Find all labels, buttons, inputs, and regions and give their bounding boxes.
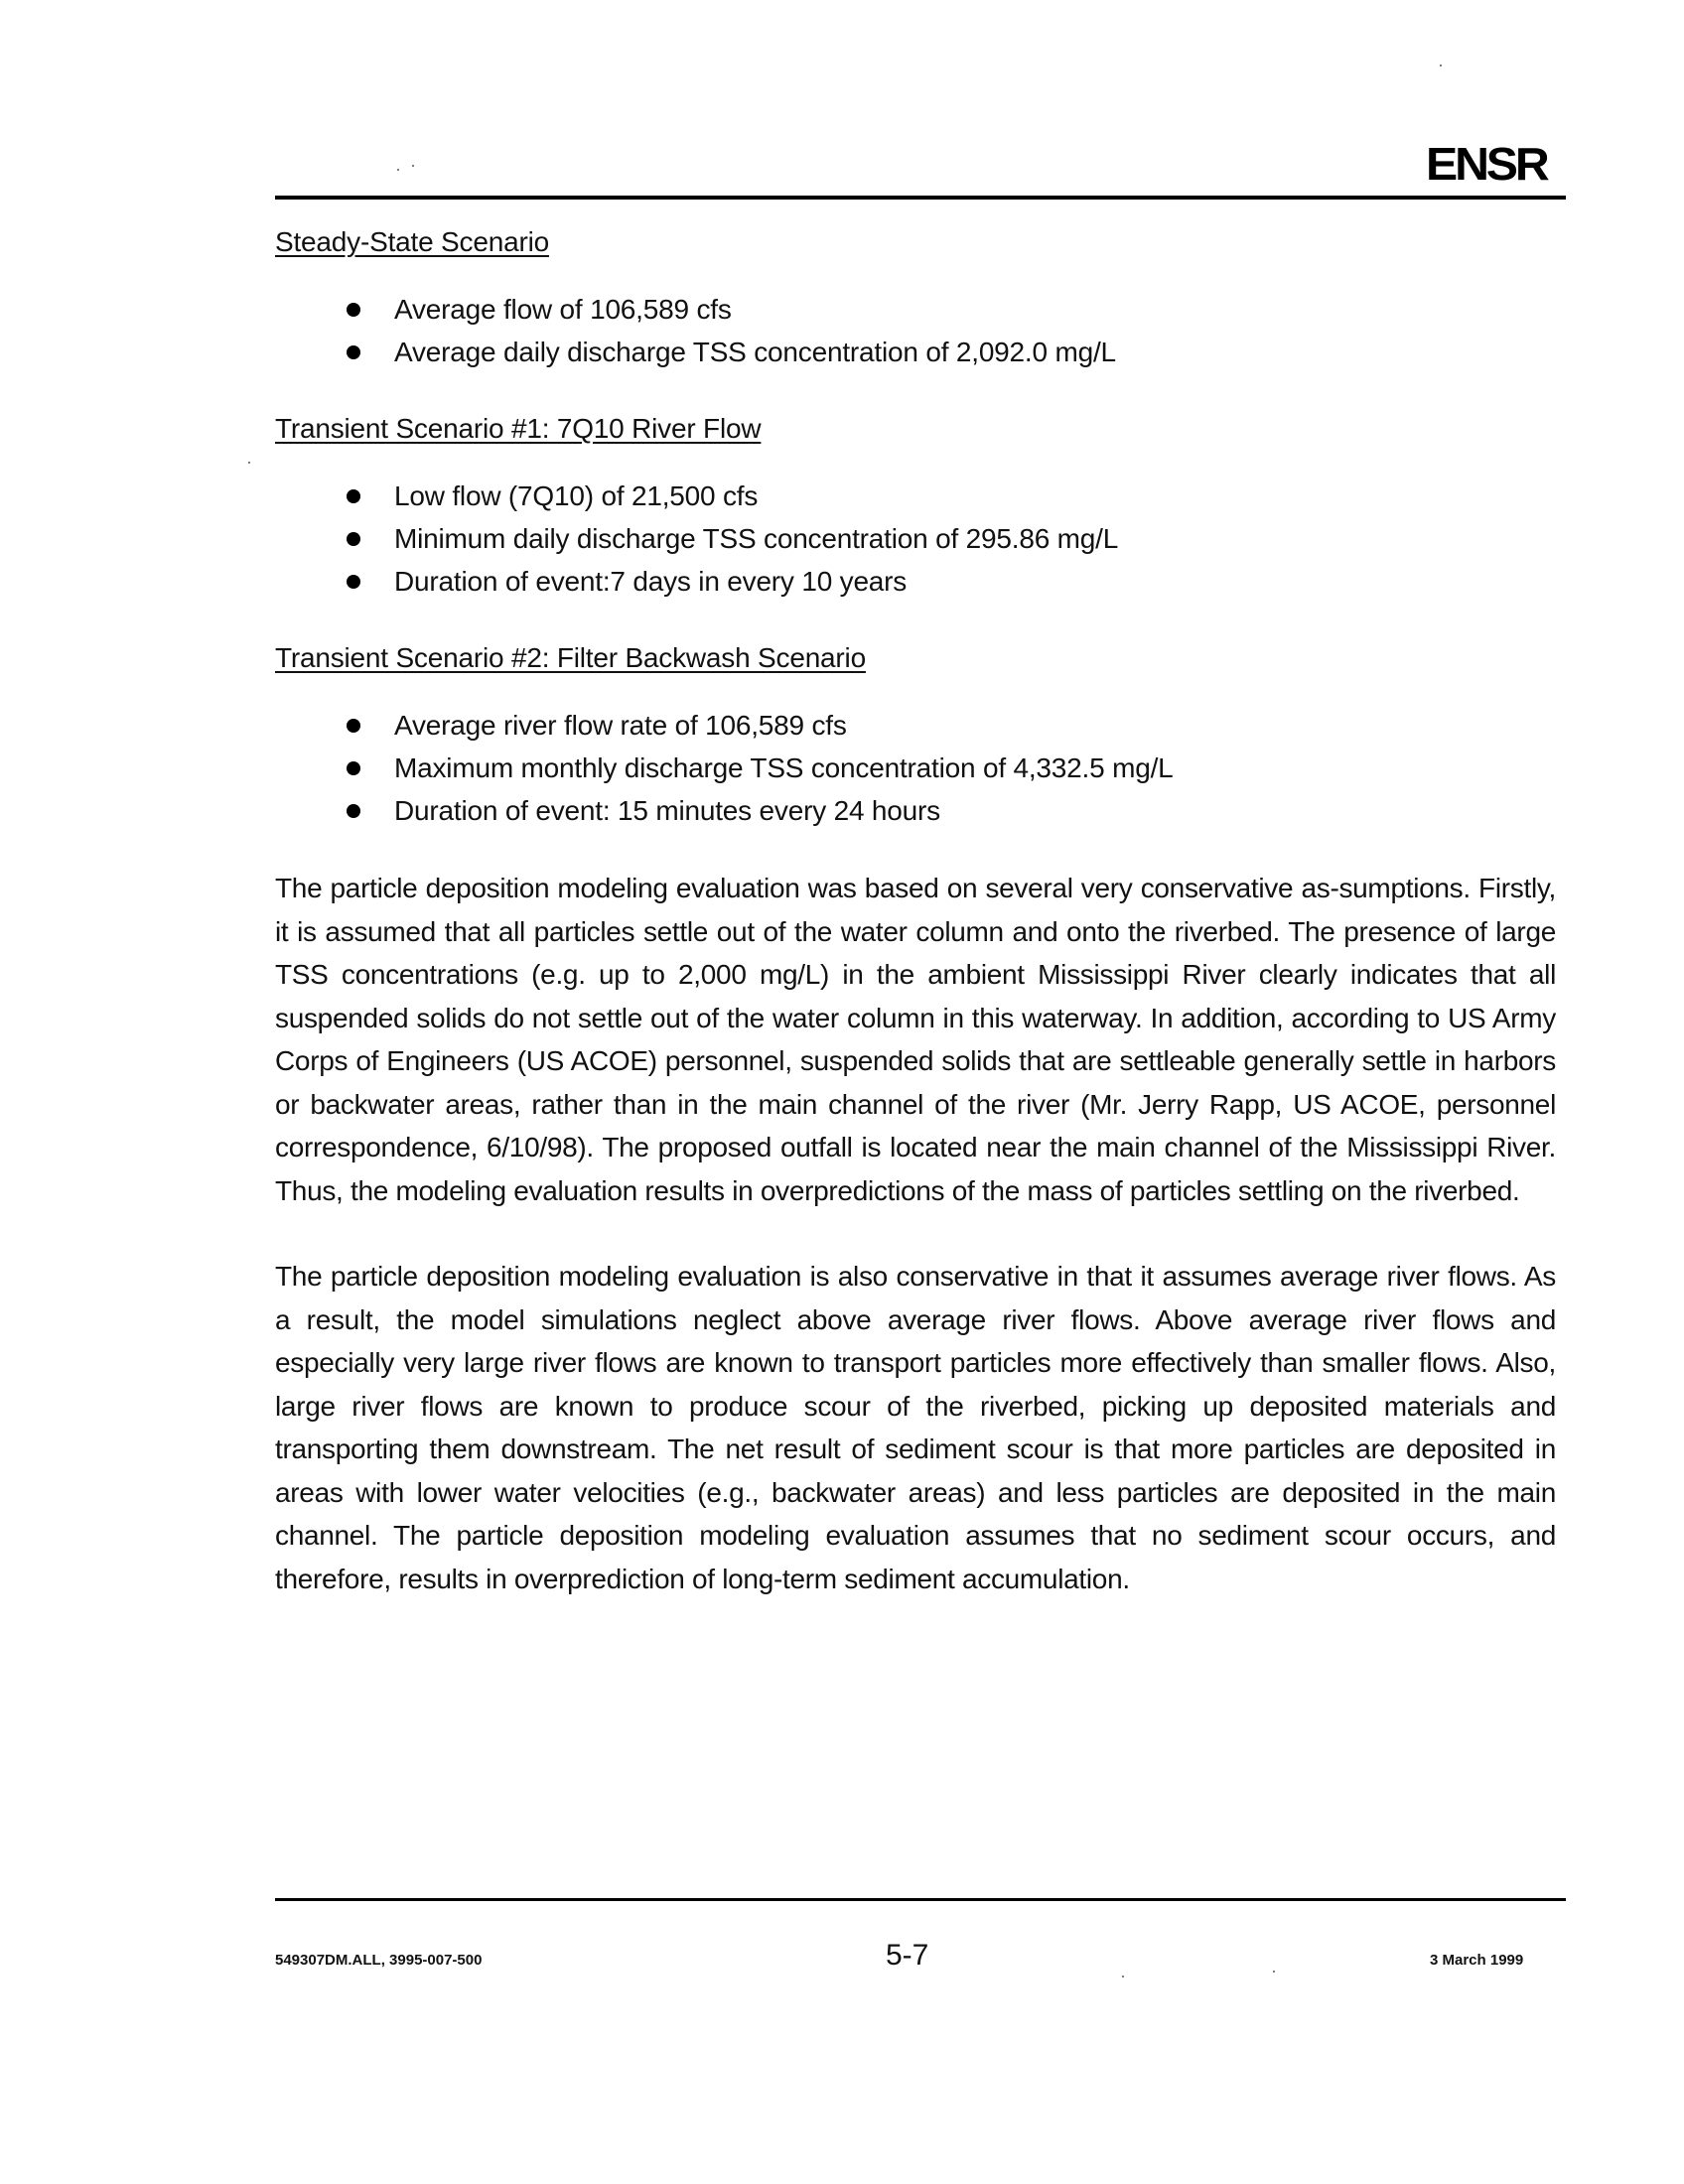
bullet-icon	[347, 345, 360, 359]
scan-speck	[248, 462, 250, 464]
scan-speck	[397, 169, 399, 171]
section-heading-steady-state: Steady-State Scenario	[275, 226, 549, 257]
list-item: Maximum monthly discharge TSS concentration of 4,332.5 mg/L	[275, 747, 1566, 789]
list-item: Low flow (7Q10) of 21,500 cfs	[275, 475, 1566, 517]
document-body	[275, 223, 1566, 1600]
list-item: Duration of event:7 days in every 10 years	[275, 560, 1566, 603]
body-paragraph-1: The particle deposition modeling evaluation was based on several very conservative as-sumptions. Firstly, it is assumed that all particles settle out of the water column and onto the riverbed. The presence of large TSS concentrations (e.g. up to 2,000 mg/L) in the ambient Mississippi River clearly indicates that all suspended solids do not settle out of the water column in this waterway. In addition, according to US Army Corps of Engineers (US ACOE) personnel, suspended solids that are settleable generally settle in harbors or backwater areas, rather than in the main channel of the river (Mr. Jerry Rapp, US ACOE, personnel correspondence, 6/10/98). The proposed outfall is located near the main channel of the Mississippi River. Thus, the modeling evaluation results in overpredictions of the mass of particles settling on the riverbed.	[275, 873, 1556, 1206]
list-item: Average river flow rate of 106,589 cfs	[275, 704, 1566, 747]
header-rule	[275, 196, 1566, 200]
bullet-icon	[347, 575, 360, 589]
list-item: Minimum daily discharge TSS concentration of 295.86 mg/L	[275, 517, 1566, 560]
bullet-icon	[347, 719, 360, 733]
bullet-icon	[347, 532, 360, 546]
list-item: Average flow of 106,589 cfs	[275, 288, 1566, 331]
scan-speck	[1273, 1971, 1275, 1973]
body-paragraph-2: The particle deposition modeling evaluation is also conservative in that it assumes average river flows. As a result, the model simulations neglect above average river flows. Above average river flows and especially very large river flows are known to transport particles more effectively than smaller flows. Also, large river flows are known to produce scour of the riverbed, picking up deposited materials and transporting them downstream. The net result of sediment scour is that more particles are deposited in areas with lower water velocities (e.g., backwater areas) and less particles are deposited in the main channel. The particle deposition modeling evaluation assumes that no sediment scour occurs, and therefore, results in overprediction of long-term sediment accumulation.	[275, 1261, 1556, 1594]
scan-speck	[412, 165, 414, 167]
scan-speck	[1122, 1976, 1124, 1978]
bullet-icon	[347, 489, 360, 503]
document-date: 3 March 1999	[1430, 1952, 1524, 1969]
bullet-icon	[347, 761, 360, 775]
document-id: 549307DM.ALL, 3995-007-500	[275, 1952, 483, 1969]
page-number: 5-7	[886, 1939, 929, 1972]
bullet-icon	[347, 303, 360, 317]
section-heading-transient-2: Transient Scenario #2: Filter Backwash Scenario	[275, 642, 866, 673]
list-item: Average daily discharge TSS concentration of 2,092.0 mg/L	[275, 331, 1566, 373]
scan-speck	[1440, 65, 1442, 67]
section-heading-transient-1: Transient Scenario #1: 7Q10 River Flow	[275, 413, 762, 444]
bullet-list-transient-2	[275, 704, 1566, 832]
bullet-list-transient-1	[275, 475, 1566, 603]
company-logo: ENSR	[1426, 138, 1547, 190]
bullet-icon	[347, 804, 360, 818]
footer-rule	[275, 1898, 1566, 1901]
list-item: Duration of event: 15 minutes every 24 hours	[275, 789, 1566, 832]
bullet-list-steady-state	[275, 288, 1566, 373]
